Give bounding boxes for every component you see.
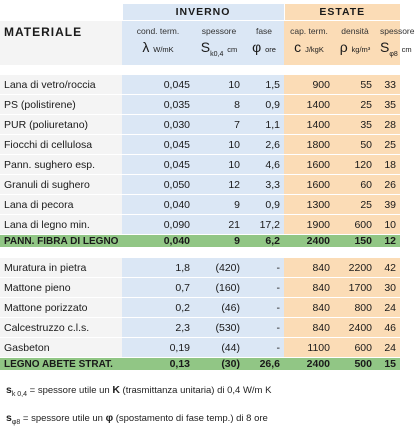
- s-k-value: 7: [194, 115, 244, 135]
- s-phi-value: 26: [376, 175, 400, 195]
- rho-value: 600: [334, 338, 376, 358]
- material-name: PANN. FIBRA DI LEGNO: [0, 235, 122, 248]
- phi-value: 1,5: [244, 75, 284, 95]
- phi-value: -: [244, 278, 284, 298]
- c-value: 1900: [284, 215, 334, 235]
- s-k-value: (530): [194, 318, 244, 338]
- header-spessore-k: [194, 21, 244, 66]
- c-symbol: c: [294, 39, 302, 55]
- legend-s-k: [6, 384, 271, 398]
- rho-symbol: ρ: [339, 39, 348, 55]
- rho-value: 50: [334, 135, 376, 155]
- s-k-sub: k0,4: [210, 50, 224, 58]
- phi-value: 4,6: [244, 155, 284, 175]
- legend-s-phi: [6, 412, 268, 426]
- material-name: PUR (poliuretano): [0, 115, 122, 135]
- table-bottom: [0, 258, 400, 371]
- header-blank: [0, 4, 122, 21]
- lambda-value: 0,040: [122, 195, 194, 215]
- rho-value: 500: [334, 358, 376, 371]
- material-name: Mattone pieno: [0, 278, 122, 298]
- c-value: 1100: [284, 338, 334, 358]
- lambda-value: 0,090: [122, 215, 194, 235]
- c-value: 900: [284, 75, 334, 95]
- header-row-columns: [0, 21, 400, 66]
- s-k-value: (420): [194, 258, 244, 278]
- s-phi-value: 42: [376, 258, 400, 278]
- s-phi-value: 28: [376, 115, 400, 135]
- lambda-unit: W/mK: [153, 45, 174, 54]
- table-row: [0, 338, 400, 358]
- legend-s-k-sub: k 0,4: [11, 390, 28, 398]
- table-row: [0, 75, 400, 95]
- c-value: 1600: [284, 175, 334, 195]
- phi-unit: ore: [265, 45, 276, 54]
- header-fase: [244, 21, 284, 66]
- s-k-value: 10: [194, 155, 244, 175]
- material-name: Lana di vetro/roccia: [0, 75, 122, 95]
- s-phi-value: 24: [376, 338, 400, 358]
- header-materiale: MATERIALE: [0, 21, 122, 66]
- legend-s-phi-symbol: s: [6, 412, 12, 424]
- phi-value: -: [244, 298, 284, 318]
- material-name: Muratura in pietra: [0, 258, 122, 278]
- c-value: 1600: [284, 155, 334, 175]
- c-value: 1400: [284, 115, 334, 135]
- c-value: 2400: [284, 358, 334, 371]
- s-phi-value: 18: [376, 155, 400, 175]
- s-phi-value: 25: [376, 135, 400, 155]
- s-phi-value: 12: [376, 235, 400, 248]
- s-k-value: 10: [194, 75, 244, 95]
- phi-value: 3,3: [244, 175, 284, 195]
- phi-value: 2,6: [244, 135, 284, 155]
- c-value: 840: [284, 278, 334, 298]
- s-k-value: (44): [194, 338, 244, 358]
- legend-s-k-post: (trasmittanza unitaria) di 0,4 W/m K: [119, 385, 272, 396]
- table-row: [0, 115, 400, 135]
- rho-value: 2200: [334, 258, 376, 278]
- phi-value: -: [244, 258, 284, 278]
- table-row: [0, 175, 400, 195]
- highlight-row-fibra-legno: [0, 235, 400, 248]
- lambda-value: 0,7: [122, 278, 194, 298]
- s-phi-value: 10: [376, 215, 400, 235]
- s-phi-value: 30: [376, 278, 400, 298]
- phi-value: 26,6: [244, 358, 284, 371]
- rho-unit: kg/m³: [351, 45, 371, 54]
- table-row: [0, 278, 400, 298]
- phi-value: -: [244, 338, 284, 358]
- header-estate: ESTATE: [284, 4, 400, 21]
- s-k-value: (46): [194, 298, 244, 318]
- lambda-value: 0,035: [122, 95, 194, 115]
- table-row: [0, 298, 400, 318]
- phi-value: -: [244, 318, 284, 338]
- legend-s-phi-post: (spostamento di fase temp.) di 8 ore: [113, 413, 268, 424]
- material-name: Fiocchi di cellulosa: [0, 135, 122, 155]
- phi-value: 6,2: [244, 235, 284, 248]
- s-k-value: 10: [194, 135, 244, 155]
- table-row: [0, 258, 400, 278]
- lambda-value: 0,19: [122, 338, 194, 358]
- header-inverno: INVERNO: [122, 4, 284, 21]
- rho-value: 1700: [334, 278, 376, 298]
- rho-value: 25: [334, 95, 376, 115]
- legend-s-k-bold: K: [112, 384, 120, 396]
- lambda-value: 0,045: [122, 155, 194, 175]
- lambda-value: 1,8: [122, 258, 194, 278]
- material-name: LEGNO ABETE STRAT.: [0, 358, 122, 371]
- phi-symbol: φ: [252, 39, 262, 55]
- header-spessore-phi: [376, 21, 415, 66]
- header-fase-label: fase: [255, 26, 273, 36]
- rho-value: 600: [334, 215, 376, 235]
- table-row: [0, 195, 400, 215]
- s-k-value: (30): [194, 358, 244, 371]
- c-value: 2400: [284, 235, 334, 248]
- legend-s-phi-pre: = spessore utile un: [20, 413, 106, 424]
- phi-value: 1,1: [244, 115, 284, 135]
- s-k-value: 8: [194, 95, 244, 115]
- header-densita: [334, 21, 376, 66]
- s-k-symbol: S: [200, 39, 211, 55]
- rho-value: 60: [334, 175, 376, 195]
- table-row: [0, 95, 400, 115]
- lambda-value: 2,3: [122, 318, 194, 338]
- highlight-row-abete: [0, 358, 400, 371]
- lambda-value: 0,040: [122, 235, 194, 248]
- legend-s-k-symbol: s: [6, 384, 12, 396]
- rho-value: 150: [334, 235, 376, 248]
- c-value: 840: [284, 258, 334, 278]
- material-name: Lana di pecora: [0, 195, 122, 215]
- c-value: 840: [284, 298, 334, 318]
- s-k-value: 21: [194, 215, 244, 235]
- s-phi-value: 15: [376, 358, 400, 371]
- rho-value: 35: [334, 115, 376, 135]
- rho-value: 25: [334, 195, 376, 215]
- s-phi-symbol: S: [380, 39, 390, 55]
- s-phi-sub: φ8: [389, 50, 398, 58]
- lambda-value: 0,045: [122, 135, 194, 155]
- rho-value: 2400: [334, 318, 376, 338]
- phi-value: 0,9: [244, 195, 284, 215]
- header-cap-term-label: cap. term.: [290, 26, 328, 36]
- lambda-value: 0,030: [122, 115, 194, 135]
- lambda-value: 0,13: [122, 358, 194, 371]
- c-value: 840: [284, 318, 334, 338]
- legend-s-phi-bold: φ: [105, 412, 114, 424]
- material-name: Mattone porizzato: [0, 298, 122, 318]
- rho-value: 800: [334, 298, 376, 318]
- s-phi-value: 33: [376, 75, 400, 95]
- c-value: 1800: [284, 135, 334, 155]
- s-phi-value: 39: [376, 195, 400, 215]
- table-row: [0, 215, 400, 235]
- table-row: [0, 155, 400, 175]
- header-lambda: [122, 21, 194, 66]
- material-name: Pann. sughero esp.: [0, 155, 122, 175]
- table-row: [0, 135, 400, 155]
- material-name: Calcestruzzo c.l.s.: [0, 318, 122, 338]
- lambda-symbol: λ: [142, 39, 150, 55]
- c-unit: J/kgK: [305, 45, 324, 54]
- legend-s-k-pre: = spessore utile un: [27, 385, 113, 396]
- legend-s-phi-sub: φ8: [11, 418, 21, 426]
- s-k-value: (160): [194, 278, 244, 298]
- rho-value: 55: [334, 75, 376, 95]
- header-lambda-label: cond. term.: [136, 26, 180, 36]
- header-cap-term: [284, 21, 334, 66]
- material-name: Lana di legno min.: [0, 215, 122, 235]
- header-row-groups: [0, 4, 400, 21]
- rho-value: 120: [334, 155, 376, 175]
- s-k-unit: cm: [227, 45, 238, 54]
- lambda-value: 0,2: [122, 298, 194, 318]
- c-value: 1400: [284, 95, 334, 115]
- c-value: 1300: [284, 195, 334, 215]
- s-k-value: 12: [194, 175, 244, 195]
- table-row: [0, 318, 400, 338]
- s-k-value: 9: [194, 195, 244, 215]
- s-phi-value: 35: [376, 95, 400, 115]
- s-k-value: 9: [194, 235, 244, 248]
- phi-value: 17,2: [244, 215, 284, 235]
- header-densita-label: densità: [341, 26, 369, 36]
- lambda-value: 0,050: [122, 175, 194, 195]
- table-top: [0, 4, 415, 248]
- header-spessore-k-label: spessore: [201, 26, 237, 36]
- lambda-value: 0,045: [122, 75, 194, 95]
- s-phi-value: 46: [376, 318, 400, 338]
- material-name: Granuli di sughero: [0, 175, 122, 195]
- material-name: Gasbeton: [0, 338, 122, 358]
- phi-value: 0,9: [244, 95, 284, 115]
- s-phi-value: 24: [376, 298, 400, 318]
- header-spessore-phi-label: spessore: [380, 26, 415, 36]
- material-name: PS (polistirene): [0, 95, 122, 115]
- s-phi-unit: cm: [401, 45, 412, 54]
